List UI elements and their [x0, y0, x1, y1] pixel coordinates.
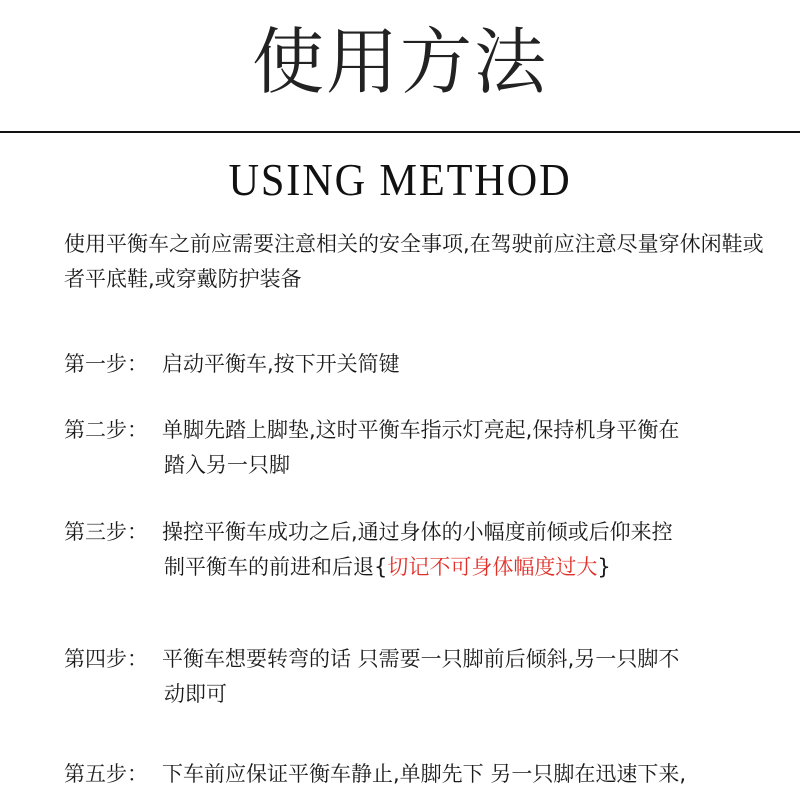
title-divider	[0, 131, 800, 133]
step-4	[64, 642, 764, 712]
step-text: 启动平衡车,按下开关简键	[162, 352, 400, 376]
step-text: 平衡车想要转弯的话 只需要一只脚前后倾斜,另一只脚不	[162, 647, 680, 671]
step-label: 第五步：	[64, 762, 148, 786]
warning-text: 切记不可身体幅度过大	[387, 555, 598, 579]
step-3	[64, 515, 764, 585]
step-text-continued: 踏入另一只脚	[164, 453, 290, 477]
step-text: 下车前应保证平衡车静止,单脚先下 另一只脚在迅速下来,	[162, 762, 687, 786]
step-text-line2: 制平衡车的前进和后退	[164, 555, 374, 579]
step-label: 第三步：	[64, 520, 148, 544]
intro-paragraph: 使用平衡车之前应需要注意相关的安全事项,在驾驶前应注意尽量穿休闲鞋或者平底鞋,或穿戴防护装备	[64, 232, 764, 291]
step-text-continued	[64, 550, 764, 585]
warning-close-brace: }	[597, 555, 611, 579]
step-5	[64, 757, 764, 792]
step-1	[64, 347, 764, 382]
step-2	[64, 413, 764, 483]
step-label: 第一步：	[64, 352, 148, 376]
page-subtitle: USING METHOD	[228, 154, 572, 205]
warning-open-brace: {	[374, 555, 388, 579]
page-title: 使用方法	[251, 20, 548, 104]
step-label: 第二步：	[64, 418, 148, 442]
step-label: 第四步：	[64, 647, 148, 671]
step-text: 操控平衡车成功之后,通过身体的小幅度前倾或后仰来控	[162, 520, 673, 544]
step-text-continued: 动即可	[164, 682, 227, 706]
step-text: 单脚先踏上脚垫,这时平衡车指示灯亮起,保持机身平衡在	[162, 418, 680, 442]
